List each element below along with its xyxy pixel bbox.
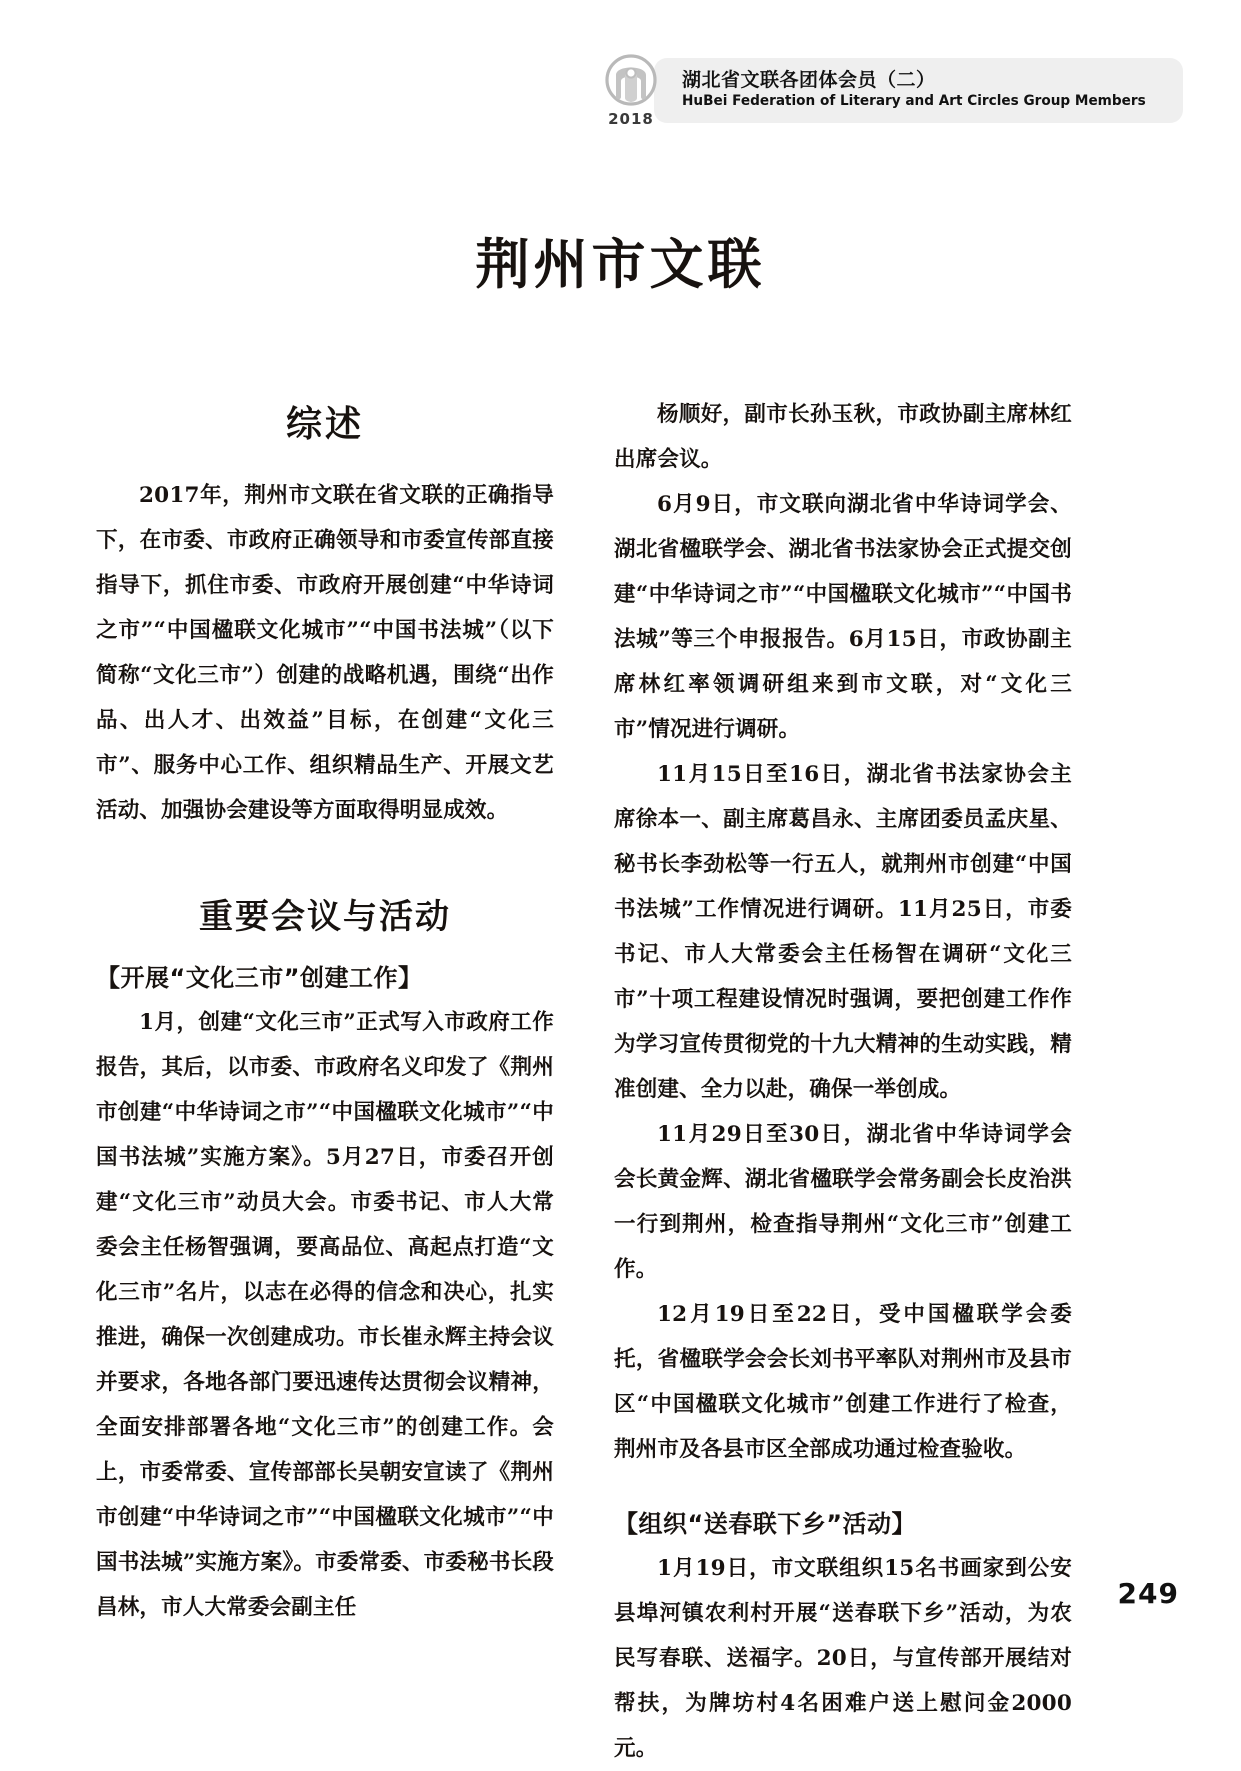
subsection-2-paragraph: 1月19日，市文联组织15名书画家到公安县埠河镇农利村开展“送春联下乡”活动，为农民写春联、送福字。20日，与宣传部开展结对帮扶，为牌坊村4名困难户送上慰问金2000元。 (614, 1556, 1072, 1761)
subsection-heading-cultural-three-cities: 【开展“文化三市”创建工作】 (96, 964, 423, 992)
subsection-heading-spring-couplets: 【组织“送春联下乡”活动】 (614, 1510, 917, 1538)
left-column (96, 392, 554, 1771)
paragraph-june-reports: 6月9日，市文联向湖北省中华诗词学会、湖北省楹联学会、湖北省书法家协会正式提交创建“中华诗词之市”“中国楹联文化城市”“中国书法城”等三个申报报告。6月15日，市政协副主席林红率领调研组来到市文联，对“文化三市”情况进行调研。 (614, 492, 1072, 742)
overview-paragraph: 2017年，荆州市文联在省文联的正确指导下，在市委、市政府正确领导和市委宣传部直接指导下，抓住市委、市政府开展创建“中华诗词之市”“中国楹联文化城市”“中国书法城”（以下简称“文化三市”）创建的战略机遇，围绕“出作品、出人才、出效益”目标，在创建“文化三市”、服务中心工作、组织精品生产、开展文艺活动、加强协会建设等方面取得明显成效。 (96, 483, 554, 823)
section-heading-important-meetings: 重要会议与活动 (199, 897, 451, 937)
right-column (614, 392, 1072, 1771)
header-title-chinese: 湖北省文联各团体会员（二） (682, 68, 936, 91)
header-title-english: HuBei Federation of Literary and Art Circles Group Members (682, 93, 1146, 110)
paragraph-november-research: 11月15日至16日，湖北省书法家协会主席徐本一、副主席葛昌永、主席团委员孟庆星、秘书长李劲松等一行五人，就荆州市创建“中国书法城”工作情况进行调研。11月25日，市委书记、市人大常委会主任杨智在调研“文化三市”十项工程建设情况时强调，要把创建工作作为学习宣传贯彻党的十九大精神的生动实践，精准创建、全力以赴，确保一举创成。 (614, 762, 1072, 1102)
two-column-body (96, 392, 1146, 1771)
logo-year-label: 2018 (608, 109, 654, 128)
header-title-band (654, 58, 1183, 123)
page-running-header (594, 52, 1183, 128)
logo-block (594, 53, 668, 128)
subsection-1-paragraph: 1月，创建“文化三市”正式写入市政府工作报告，其后，以市委、市政府名义印发了《荆州市创建“中华诗词之市”“中国楹联文化城市”“中国书法城”实施方案》。5月27日，市委召开创建“文化三市”动员大会。市委书记、市人大常委会主任杨智强调，要高品位、高起点打造“文化三市”名片，以志在必得的信念和决心，扎实推进，确保一次创建成功。市长崔永辉主持会议并要求，各地各部门要迅速传达贯彻会议精神，全面安排部署各地“文化三市”的创建工作。会上，市委常委、宣传部部长吴朝安宣读了《荆州市创建“中华诗词之市”“中国楹联文化城市”“中国书法城”实施方案》。市委常委、市委秘书长段昌林，市人大常委会副主任 (96, 1010, 554, 1620)
page-title: 荆州市文联 (475, 232, 766, 297)
paragraph-november-inspection: 11月29日至30日，湖北省中华诗词学会会长黄金辉、湖北省楹联学会常务副会长皮治洪一行到荆州，检查指导荆州“文化三市”创建工作。 (614, 1122, 1072, 1282)
hubei-federation-emblem-icon (603, 53, 659, 109)
paragraph-december-acceptance: 12月19日至22日，受中国楹联学会委托，省楹联学会会长刘书平率队对荆州市及县市区“中国楹联文化城市”创建工作进行了检查，荆州市及各县市区全部成功通过检查验收。 (614, 1302, 1072, 1462)
section-heading-overview: 综述 (285, 404, 364, 445)
continued-paragraph: 杨顺好，副市长孙玉秋，市政协副主席林红出席会议。 (614, 402, 1072, 472)
page-number: 249 (1117, 1577, 1179, 1610)
